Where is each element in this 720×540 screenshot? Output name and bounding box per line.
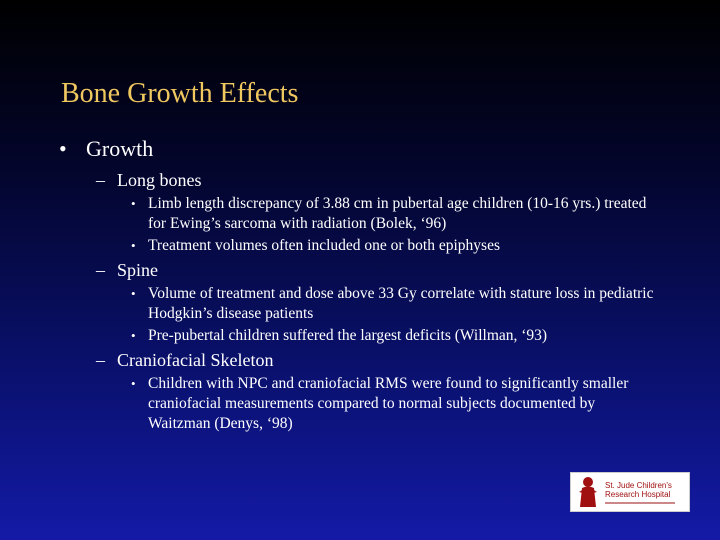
point [0, 194, 720, 234]
logo-text [605, 481, 675, 504]
point [0, 284, 720, 324]
point-text: Volume of treatment and dose above 33 Gy correlate with stature loss in pediatric Hodgkin’s disease patients [148, 285, 654, 322]
point-marker: • [131, 376, 136, 391]
point [0, 326, 720, 346]
point [0, 236, 720, 256]
logo-line1: St. Jude Children's [605, 480, 672, 490]
subitem-text: Long bones [117, 170, 202, 190]
point [0, 374, 720, 434]
dash-marker: – [96, 170, 105, 190]
dash-marker: – [96, 260, 105, 280]
point-text: Pre-pubertal children suffered the largest deficits (Willman, ‘93) [148, 327, 548, 344]
point-marker: • [131, 286, 136, 301]
subitem-spine [0, 259, 720, 281]
subitem-text: Craniofacial Skeleton [117, 350, 274, 370]
subitem-craniofacial [0, 349, 720, 371]
point-marker: • [131, 196, 136, 211]
point-text: Children with NPC and craniofacial RMS were found to significantly smaller craniofacial measurements compared to normal subjects documented by Waitzman (Denys, ‘98) [148, 375, 629, 432]
logo-line2: Research Hospital [605, 489, 671, 499]
bullet-level1 [0, 135, 720, 163]
bullet-marker: • [59, 136, 67, 161]
point-text: Treatment volumes often included one or both epiphyses [148, 237, 500, 254]
bullet-text: Growth [86, 136, 154, 161]
slide-title: Bone Growth Effects [61, 78, 299, 109]
point-marker: • [131, 238, 136, 253]
bullet-list [0, 135, 720, 436]
point-text: Limb length discrepancy of 3.88 cm in pubertal age children (10-16 yrs.) treated for Ewing’s sarcoma with radiation (Bolek, ‘96) [148, 195, 647, 232]
subitem-text: Spine [117, 260, 159, 280]
dash-marker: – [96, 350, 105, 370]
st-jude-logo [570, 472, 690, 512]
subitem-long-bones [0, 169, 720, 191]
st-jude-child-silhouette-icon [577, 476, 599, 508]
logo-rule [605, 502, 675, 504]
point-marker: • [131, 328, 136, 343]
